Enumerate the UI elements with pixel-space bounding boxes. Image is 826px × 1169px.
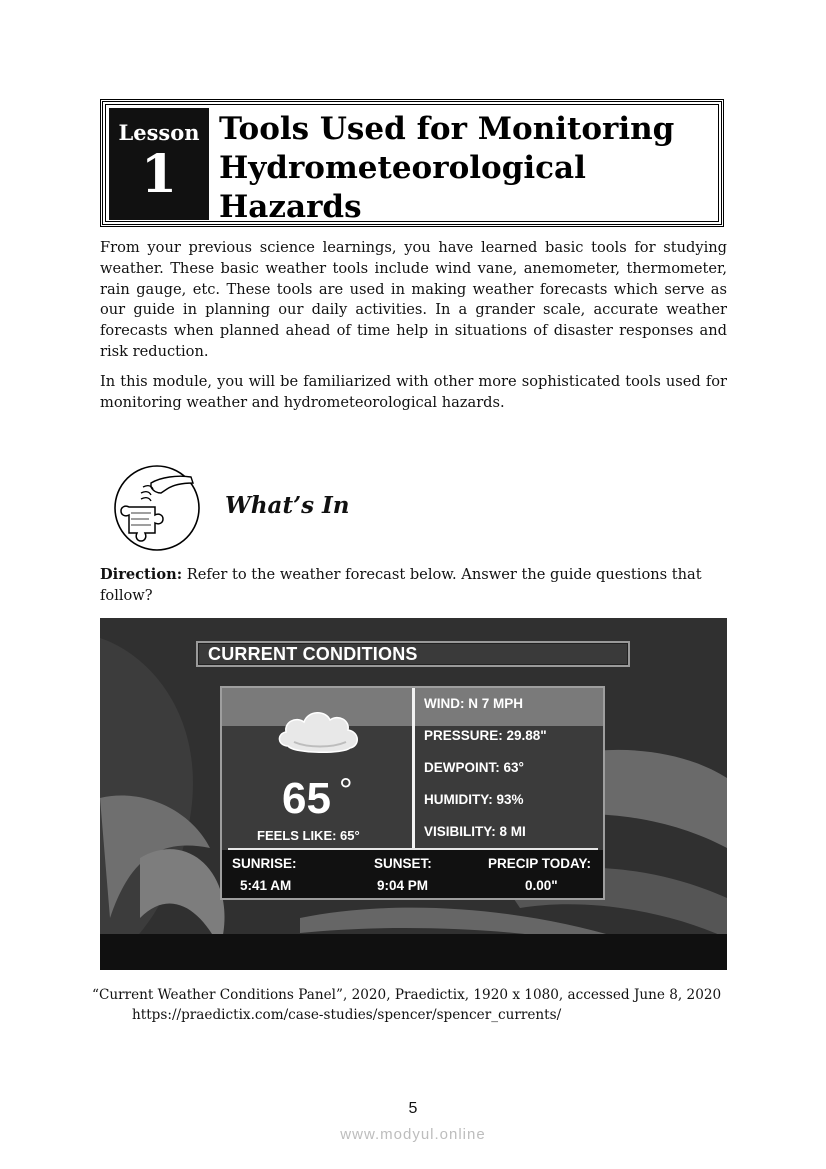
current-conditions-title: CURRENT CONDITIONS <box>208 644 418 664</box>
humidity-reading: HUMIDITY: 93% <box>424 792 524 807</box>
panel-divider <box>412 688 415 848</box>
sun-precip-section <box>222 850 603 898</box>
temperature-section <box>222 688 412 848</box>
sunrise-label: SUNRISE: <box>232 856 297 871</box>
hand-puzzle-icon <box>111 463 205 553</box>
current-conditions-header <box>196 641 630 667</box>
intro-paragraph-2: In this module, you will be familiarized with other more sophisticated tools used for monitoring weather and hydrometeorological hazards. <box>100 373 727 411</box>
lesson-header <box>100 99 724 227</box>
weather-conditions-image <box>100 618 727 970</box>
direction-text <box>100 565 727 607</box>
watermark: www.modyul.online <box>340 1126 486 1143</box>
sunset-value: 9:04 PM <box>377 878 429 893</box>
precip-value: 0.00" <box>525 878 558 893</box>
direction-label: Direction: <box>100 566 183 583</box>
degree-symbol: ° <box>338 772 353 810</box>
precip-label: PRECIP TODAY: <box>488 856 592 871</box>
temperature-value <box>282 774 353 824</box>
feels-like: FEELS LIKE: 65° <box>257 828 360 843</box>
wind-reading: WIND: N 7 MPH <box>424 696 523 711</box>
sunrise-value: 5:41 AM <box>240 878 292 893</box>
image-caption <box>92 985 752 1025</box>
caption-url: https://praedictix.com/case-studies/spencer/spencer_currents/ <box>132 1007 562 1023</box>
visibility-reading: VISIBILITY: 8 MI <box>424 824 526 839</box>
pressure-reading: PRESSURE: 29.88" <box>424 728 547 743</box>
cloud-icon <box>274 702 364 762</box>
page-number: 5 <box>408 1100 418 1117</box>
temperature-number: 65 <box>282 774 331 823</box>
lesson-title: Tools Used for Monitoring Hydrometeorological Hazards <box>219 111 675 225</box>
intro-paragraph-1: From your previous science learnings, you have learned basic tools for studying weather. These basic weather tools include wind vane, anemometer, thermometer, rain gauge, etc. These tools are used in making weather forecasts which serve as our guide in planning our daily activities. In a grander scale, accurate weather forecasts when planned ahead of time help in situations of disaster responses and risk reduction. <box>100 239 727 360</box>
lesson-word: Lesson <box>118 120 200 145</box>
sunset-label: SUNSET: <box>374 856 432 871</box>
direction-body: Refer to the weather forecast below. Answer the guide questions that follow? <box>100 566 702 604</box>
caption-citation: “Current Weather Conditions Panel”, 2020, Praedictix, 1920 x 1080, accessed June 8, 2020 <box>92 987 722 1003</box>
conditions-panel <box>220 686 605 900</box>
whats-in-title: What’s In <box>225 492 350 519</box>
lesson-number-tab <box>109 108 209 220</box>
lesson-number: 1 <box>140 144 178 205</box>
dewpoint-reading: DEWPOINT: 63° <box>424 760 524 775</box>
